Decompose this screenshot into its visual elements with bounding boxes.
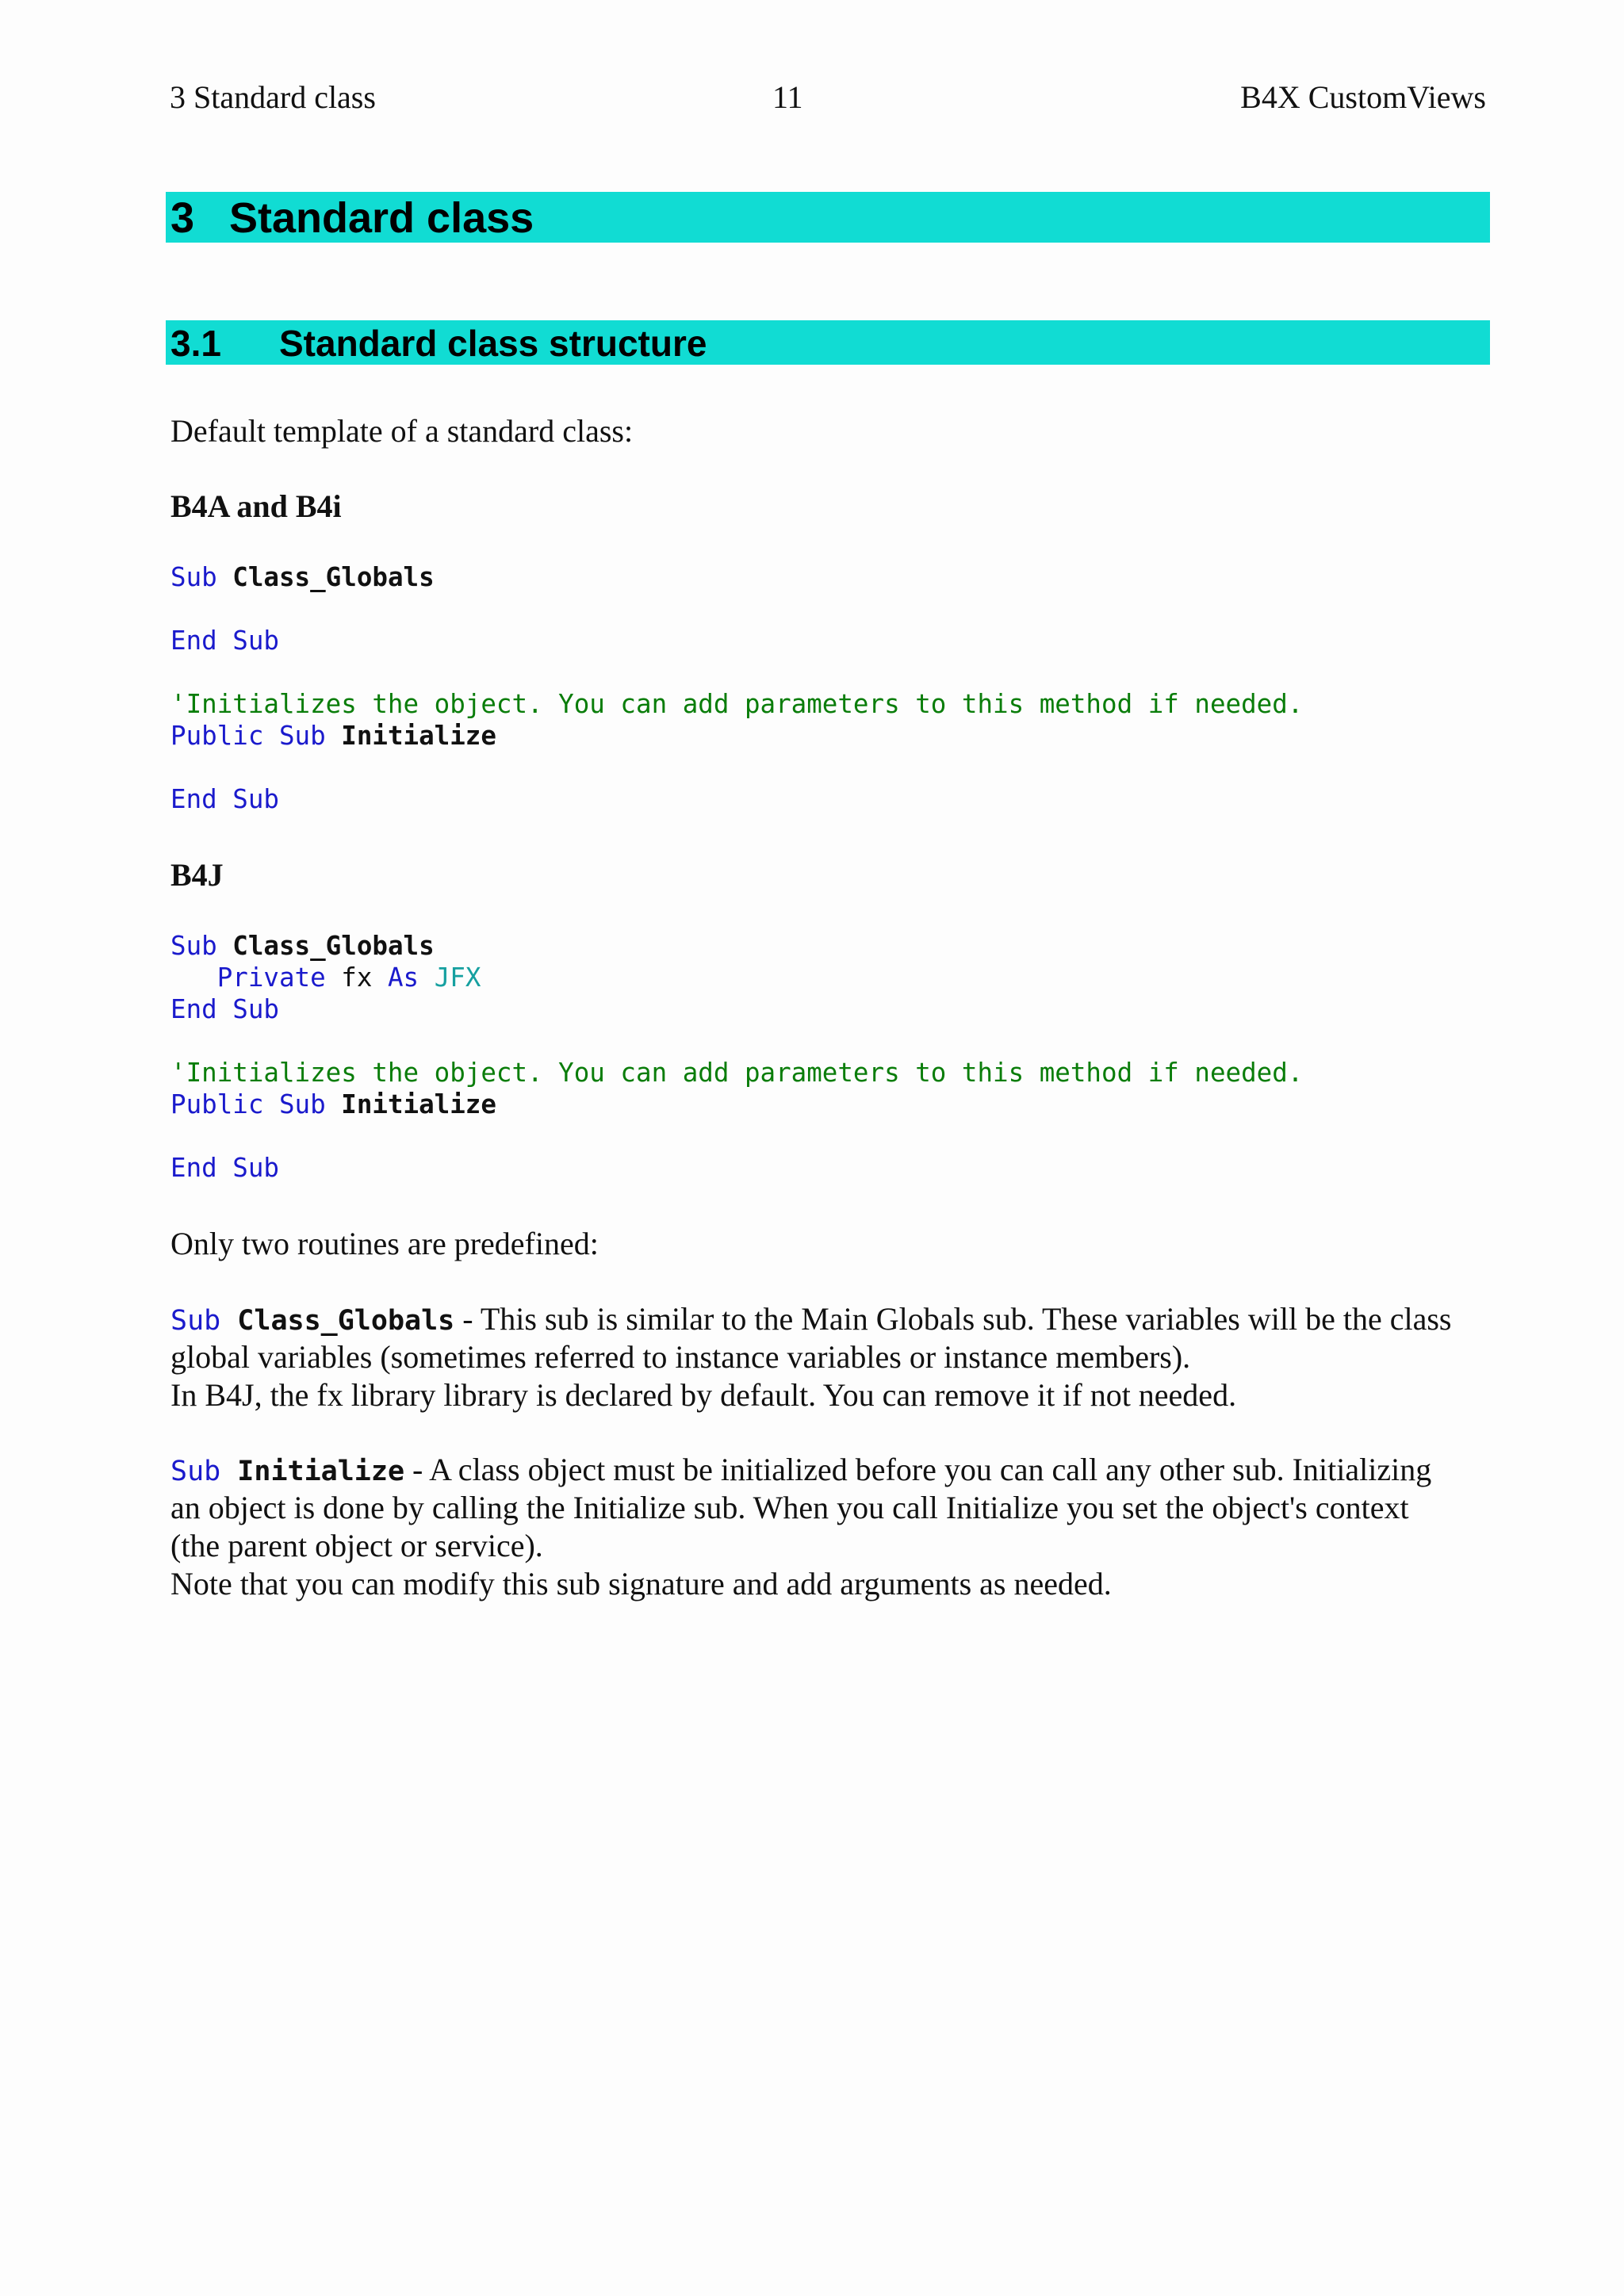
code-line xyxy=(170,1089,496,1120)
inline-identifier: Initialize xyxy=(237,1456,405,1487)
code-keyword: End xyxy=(170,784,217,814)
chapter-title: Standard class xyxy=(229,194,534,242)
code-identifier: Initialize xyxy=(341,721,496,751)
code-keyword: Sub xyxy=(232,1153,279,1183)
code-line xyxy=(170,993,279,1025)
header-book-title: B4X CustomViews xyxy=(1240,79,1486,115)
code-keyword: End xyxy=(170,626,217,656)
running-header xyxy=(170,78,1486,117)
code-keyword: End xyxy=(170,1153,217,1183)
code-keyword: As xyxy=(387,962,419,993)
routine-initialize-line4: Note that you can modify this sub signature and add arguments as needed. xyxy=(170,1566,1112,1601)
code-identifier: Class_Globals xyxy=(232,931,435,961)
section-title: Standard class structure xyxy=(279,323,707,364)
code-keyword: Private xyxy=(216,962,326,993)
routines-intro: Only two routines are predefined: xyxy=(170,1226,599,1261)
section-heading xyxy=(166,320,1490,365)
code-keyword: Public xyxy=(170,1089,264,1119)
code-keyword: Sub xyxy=(232,784,279,814)
code-keyword: Sub xyxy=(232,994,279,1024)
subheading-b4j: B4J xyxy=(170,857,224,893)
routine-initialize-line1 xyxy=(170,1451,1491,1490)
code-line xyxy=(170,783,279,815)
code-line xyxy=(170,1152,279,1184)
routine-globals-line3: In B4J, the fx library library is declared by default. You can remove it if not needed. xyxy=(170,1377,1237,1413)
code-keyword: Sub xyxy=(278,721,326,751)
chapter-number: 3 xyxy=(170,194,195,242)
routine-initialize-line3: (the parent object or service). xyxy=(170,1528,543,1563)
inline-keyword: Sub xyxy=(170,1305,221,1337)
subheading-b4a-b4i: B4A and B4i xyxy=(170,488,342,524)
code-keyword: Public xyxy=(170,721,264,751)
code-line xyxy=(170,930,435,962)
code-variable: fx xyxy=(341,962,373,993)
section-number: 3.1 xyxy=(170,323,221,364)
inline-identifier: Class_Globals xyxy=(237,1305,455,1337)
code-identifier: Initialize xyxy=(341,1089,496,1119)
code-line xyxy=(170,625,279,656)
code-comment-text: 'Initializes the object. You can add parameters to this method if needed. xyxy=(170,689,1304,719)
header-chapter: 3 Standard class xyxy=(170,79,376,115)
chapter-heading xyxy=(166,192,1490,243)
code-comment-text: 'Initializes the object. You can add parameters to this method if needed. xyxy=(170,1058,1304,1088)
code-keyword: Sub xyxy=(170,562,217,592)
code-keyword: Sub xyxy=(278,1089,326,1119)
routine-initialize-line2: an object is done by calling the Initialize sub. When you call Initialize you set the object's context xyxy=(170,1490,1409,1525)
routine-globals-line1 xyxy=(170,1300,1491,1340)
code-comment xyxy=(170,688,1303,720)
code-line xyxy=(170,720,496,752)
code-comment xyxy=(170,1057,1303,1089)
code-keyword: End xyxy=(170,994,217,1024)
routine-globals-desc: - This sub is similar to the Main Globals sub. These variables will be the class xyxy=(454,1301,1452,1337)
intro-paragraph: Default template of a standard class: xyxy=(170,413,634,449)
header-page-number: 11 xyxy=(772,79,803,115)
code-type: JFX xyxy=(434,962,481,993)
code-identifier: Class_Globals xyxy=(232,562,435,592)
code-line xyxy=(170,561,435,593)
code-line xyxy=(170,962,481,993)
routine-initialize-desc: - A class object must be initialized before you can call any other sub. Initializing xyxy=(404,1452,1432,1487)
code-keyword: Sub xyxy=(232,626,279,656)
routine-globals-line2: global variables (sometimes referred to instance variables or instance members). xyxy=(170,1339,1191,1375)
inline-keyword: Sub xyxy=(170,1456,221,1487)
code-keyword: Sub xyxy=(170,931,217,961)
